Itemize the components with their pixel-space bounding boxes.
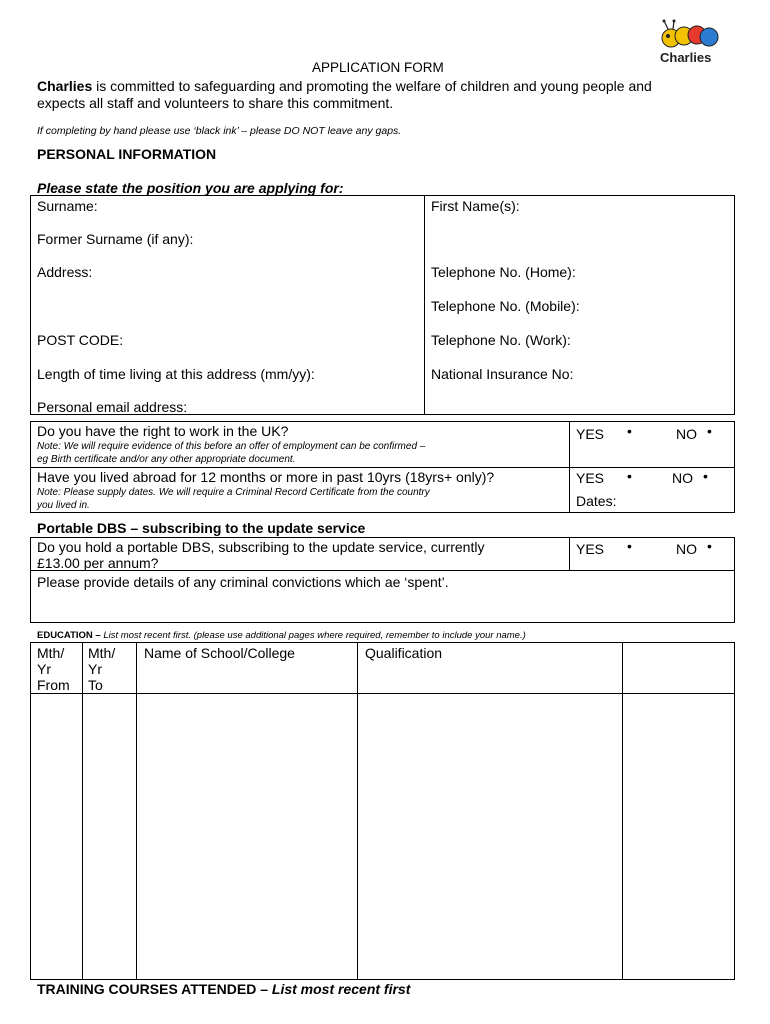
- first-name-field[interactable]: First Name(s):: [431, 198, 520, 214]
- col-school-header: Name of School/College: [144, 645, 295, 661]
- lived-abroad-yes[interactable]: YES: [576, 470, 605, 486]
- commitment-statement: [37, 78, 737, 94]
- lived-abroad-yes-radio[interactable]: •: [627, 468, 632, 484]
- right-to-work-note: [37, 440, 425, 466]
- org-name: Charlies: [37, 78, 93, 94]
- col-from-line1: Mth/: [37, 645, 65, 661]
- lived-abroad-question: Have you lived abroad for 12 months or more in past 10yrs (18yrs+ only)?: [37, 469, 495, 485]
- tel-work-field[interactable]: Telephone No. (Work):: [431, 332, 571, 348]
- col-from-header: [37, 645, 70, 693]
- lived-abroad-dates-field[interactable]: Dates:: [576, 493, 617, 509]
- tel-home-field[interactable]: Telephone No. (Home):: [431, 264, 576, 280]
- email-field[interactable]: Personal email address:: [37, 399, 188, 415]
- postcode-field[interactable]: POST CODE:: [37, 332, 124, 348]
- col-to-line1: Mth/: [88, 645, 116, 661]
- dbs-yes-radio[interactable]: •: [627, 538, 632, 554]
- personal-info-heading: PERSONAL INFORMATION: [37, 146, 217, 162]
- tel-mobile-field[interactable]: Telephone No. (Mobile):: [431, 298, 580, 314]
- training-heading: [37, 981, 410, 997]
- right-to-work-no[interactable]: NO: [676, 426, 697, 442]
- right-to-work-no-radio[interactable]: •: [707, 423, 712, 439]
- ink-note: If completing by hand please use ‘black ink’ – please DO NOT leave any gaps.: [37, 125, 402, 137]
- dbs-no-radio[interactable]: •: [707, 538, 712, 554]
- spent-convictions-field[interactable]: Please provide details of any criminal convictions which ae ‘spent’.: [37, 574, 449, 590]
- education-heading-bold: EDUCATION –: [37, 630, 104, 641]
- training-heading-italic: List most recent first: [271, 981, 411, 997]
- ni-number-field[interactable]: National Insurance No:: [431, 366, 574, 382]
- address-field[interactable]: Address:: [37, 264, 93, 280]
- dbs-question-b: £13.00 per annum?: [37, 555, 159, 571]
- right-to-work-note-a: Note: We will require evidence of this before an offer of employment can be confirmed –: [37, 441, 426, 452]
- col-from-line2: Yr: [37, 661, 51, 677]
- right-to-work-yes[interactable]: YES: [576, 426, 605, 442]
- dbs-question-a: Do you hold a portable DBS, subscribing to the update service, currently: [37, 539, 485, 555]
- col-to-header: [88, 645, 115, 693]
- lived-abroad-note-a: Note: Please supply dates. We will require a Criminal Record Certificate from the country: [37, 487, 430, 498]
- surname-field[interactable]: Surname:: [37, 198, 98, 214]
- education-heading-note: List most recent first. (please use additional pages where required, remember to include your name.): [103, 630, 526, 641]
- dbs-no[interactable]: NO: [676, 541, 697, 557]
- right-to-work-yes-radio[interactable]: •: [627, 423, 632, 439]
- col-to-line2: Yr: [88, 661, 102, 677]
- dbs-yes[interactable]: YES: [576, 541, 605, 557]
- personal-info-table: [30, 195, 735, 415]
- charlies-logo: [658, 18, 722, 68]
- lived-abroad-no[interactable]: NO: [672, 470, 693, 486]
- commitment-line1: is committed to safeguarding and promoting the welfare of children and young people and: [92, 78, 652, 94]
- commitment-line2: expects all staff and volunteers to share this commitment.: [37, 95, 394, 111]
- right-to-work-note-b: eg Birth certificate and/or any other appropriate document.: [37, 454, 296, 465]
- training-heading-bold: TRAINING COURSES ATTENDED –: [37, 981, 272, 997]
- lived-abroad-note: [37, 486, 430, 512]
- col-from-line3: From: [37, 677, 70, 693]
- lived-abroad-no-radio[interactable]: •: [703, 468, 708, 484]
- form-title: APPLICATION FORM: [312, 60, 444, 75]
- position-prompt: Please state the position you are applying for:: [37, 180, 344, 196]
- col-qualification-header: Qualification: [365, 645, 443, 661]
- lived-abroad-note-b: you lived in.: [37, 500, 90, 511]
- logo-text: Charlies: [660, 50, 712, 65]
- dbs-heading: Portable DBS – subscribing to the update service: [37, 520, 366, 536]
- former-surname-field[interactable]: Former Surname (if any):: [37, 231, 194, 247]
- col-to-line3: To: [88, 677, 103, 693]
- address-duration-field[interactable]: Length of time living at this address (mm/yy):: [37, 366, 315, 382]
- right-to-work-question: Do you have the right to work in the UK?: [37, 423, 289, 439]
- education-heading: [37, 630, 526, 641]
